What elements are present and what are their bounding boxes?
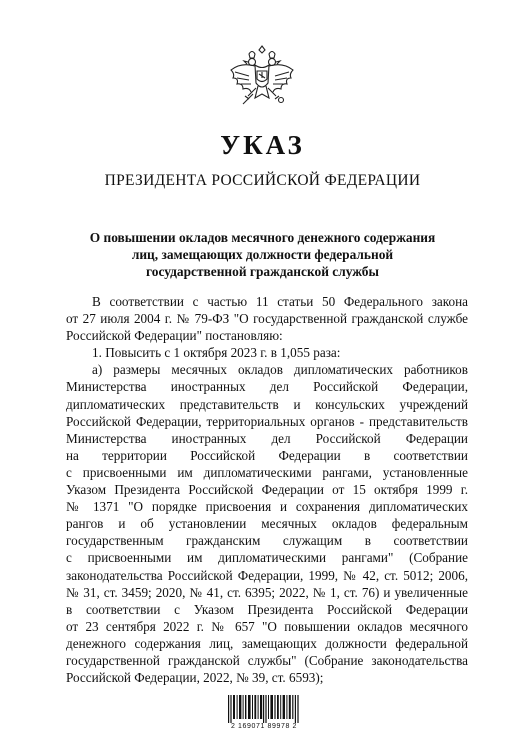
barcode [228, 695, 300, 723]
body-line: дипломатических представительств и консульских учреждений [66, 396, 468, 412]
decree-heading [0, 229, 525, 280]
body-line: 1. Повысить с 1 октября 2023 г. в 1,055 раза: [92, 345, 341, 361]
body-line: законодательства Российской Федерации, 1999, № 42, ст. 5012; 2006, [66, 567, 468, 583]
body-line: от 23 сентября 2022 г. № 657 "О повышении окладов месячного [66, 618, 468, 634]
body-line: Указом Президента Российской Федерации от 15 октября 1999 г. [66, 482, 468, 498]
body-line: а) размеры месячных окладов дипломатических работников [92, 362, 468, 378]
decree-body [66, 293, 468, 686]
body-line: с присвоенными им дипломатическими рангами, установленные [66, 464, 468, 480]
heading-line: государственной гражданской службы [146, 264, 379, 279]
document-title: УКАЗ [220, 130, 305, 160]
body-line: Российской Федерации, 2022, № 39, ст. 6593); [66, 670, 324, 686]
body-line: № 31, ст. 3459; 2020, № 41, ст. 6395; 2022, № 1, ст. 76) и увеличенные [66, 584, 468, 600]
document-subtitle: ПРЕЗИДЕНТА РОССИЙСКОЙ ФЕДЕРАЦИИ [104, 172, 421, 189]
body-line: Российской Федерации" постановляю: [66, 328, 283, 344]
barcode-number: 2 169071 89978 2 [230, 723, 298, 730]
body-line: № 1371 "О порядке присвоения и сохранения дипломатических [66, 499, 468, 515]
body-line: Министерства иностранных дел Российской Федерации [66, 430, 468, 446]
body-line: государственной гражданской службы" (Собрание законодательства [66, 652, 468, 668]
heading-line: О повышении окладов месячного денежного содержания [89, 230, 436, 245]
heading-line: лиц, замещающих должности федеральной [131, 247, 394, 262]
body-line: денежного содержания лиц, замещающих должности федеральной [66, 635, 468, 651]
body-line: на территории Российской Федерации в соответствии [66, 447, 468, 463]
body-line: Российской Федерации, территориальных органов - представительств [66, 413, 468, 429]
body-line: с присвоенными им дипломатическими рангами" (Собрание [66, 550, 468, 566]
body-line: государственным гражданским служащим в соответствии [66, 533, 468, 549]
body-line: от 27 июля 2004 г. № 79-ФЗ "О государственной гражданской службе [66, 311, 468, 327]
body-line: В соответствии с частью 11 статьи 50 Федерального закона [92, 294, 468, 309]
body-line: рангов и об установлении месячных окладов федеральным [66, 516, 468, 532]
double-headed-eagle-icon [227, 44, 297, 116]
body-line: в соответствии с Указом Президента Российской Федерации [66, 601, 468, 617]
body-line: Министерства иностранных дел Российской Федерации, [66, 379, 468, 395]
